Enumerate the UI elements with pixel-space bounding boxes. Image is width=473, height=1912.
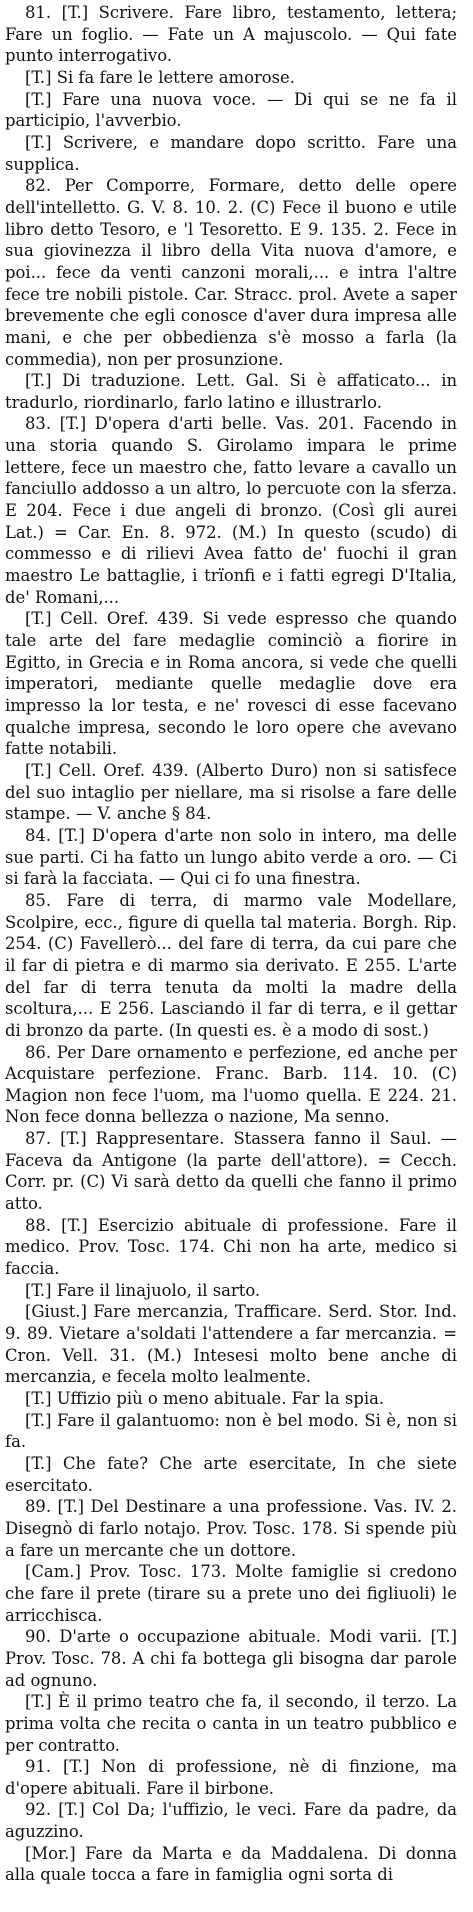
entry-92: 92. [T.] Col Da; l'uffizio, le veci. Fare da padre, da aguzzino.	[5, 1800, 457, 1842]
entry-88: 88. [T.] Esercizio abituale di professione. Fare il medico. Prov. Tosc. 174. Chi non ha arte, medico si faccia.	[5, 1215, 457, 1279]
entry-82-sub-1: [T.] Di traduzione. Lett. Gal. Si è affaticato... in tradurlo, riordinarlo, farlo latino e illustrarlo.	[5, 371, 457, 412]
entry-81: 81. [T.] Scrivere. Fare libro, testamento, lettera; Fare un foglio. — Fate un A majuscolo. — Qui fate punto interrogativo.	[5, 3, 457, 66]
entry-90: 90. D'arte o occupazione abituale. Modi varii. [T.] Prov. Tosc. 78. A chi fa bottega gli bisogna dar parole ad ognuno.	[5, 1627, 457, 1690]
entry-84: 84. [T.] D'opera d'arte non solo in intero, ma delle sue parti. Ci ha fatto un lungo abito verde a oro. — Ci si farà la facciata. — Qui ci fo una finestra.	[5, 825, 457, 889]
entry-88-sub-1: [T.] Fare il linajuolo, il sarto.	[25, 1280, 261, 1300]
entry-88-sub-2: [Giust.] Fare mercanzia, Trafficare. Serd. Stor. Ind. 9. 89. Vietare a'soldati l'attendere a far mercanzia. = Cron. Vell. 31. (M.) Intesesi molto bene anche di mercanzia, e fecela molto lealmente.	[5, 1302, 457, 1387]
entry-88-sub-3: [T.] Uffizio più o meno abituale. Far la spia.	[25, 1389, 385, 1408]
entry-89-sub-1: [Cam.] Prov. Tosc. 173. Molte famiglie si credono che fare il prete (tirare su a prete uno dei figliuoli) le arricchisca.	[5, 1562, 457, 1625]
entry-81-sub-3: [T.] Scrivere, e mandare dopo scritto. Fare una supplica.	[5, 132, 457, 174]
entry-83: 83. [T.] D'opera d'arti belle. Vas. 201. Facendo in una storia quando S. Girolamo impara le prime lettere, fece un maestro che, fatto levare a cavallo un fanciullo addosso a un altro, lo percuote con la sferza. E 204. Fece i due angeli di bronzo. (Così gli aurei Lat.) = Car. En. 8. 972. (M.) In questo (scudo) di commesso e di rilievi Avea fatto de' fuochi il gran maestro Le battaglie, i trïonfi e i fatti egregi D'Italia, de' Romani,...	[5, 414, 457, 607]
entry-91: 91. [T.] Non di professione, nè di finzione, ma d'opere abituali. Fare il birbone.	[5, 1757, 457, 1798]
entry-89: 89. [T.] Del Destinare a una professione. Vas. IV. 2. Disegnò di farlo notajo. Prov. Tosc. 178. Si spende più a fare un mercante che un dottore.	[5, 1497, 457, 1560]
entry-81-sub-1: [T.] Si fa fare le lettere amorose.	[25, 67, 295, 87]
entry-82: 82. Per Comporre, Formare, detto delle opere dell'intelletto. G. V. 8. 10. 2. (C) Fece il buono e utile libro detto Tesoro, e 'l Tesoretto. E 9. 135. 2. Fece in sua giovinezza il libro della Vita nuova d'amore, e poi... fece da venti canzoni morali,... e intra l'altre fece tre nobili pistole. Car. Stracc. prol. Avete a saper brevemente che egli conosce d'aver dura impresa alle mani, e che per obbedienza s'è mosso a farla (la commedia), non per prosunzione.	[5, 176, 457, 369]
entry-88-sub-5: [T.] Che fate? Che arte esercitate, In che siete esercitato.	[5, 1453, 457, 1495]
entry-81-sub-2: [T.] Fare una nuova voce. — Di qui se ne fa il participio, l'avverbio.	[5, 89, 457, 131]
entry-83-sub-1: [T.] Cell. Oref. 439. Si vede espresso che quando tale arte del fare medaglie cominciò a fiorire in Egitto, in Grecia e in Roma ancora, si vede che quelli imperatori, mediante quelle medaglie dove era impresso la lor testa, e ne' rovesci di esse facevano qualche impresa, secondo le loro opere che avevano fatte notabili.	[5, 609, 457, 759]
entry-83-sub-2: [T.] Cell. Oref. 439. (Alberto Duro) non si satisfece del suo intaglio per niellare, ma si risolse a fare delle stampe. — V. anche § 84.	[5, 760, 457, 824]
entry-85: 85. Fare di terra, di marmo vale Modellare, Scolpire, ecc., figure di quella tal materia. Borgh. Rip. 254. (C) Favellerò... del fare di terra, da cui pare che il far di pietra e di marmo sia derivato. E 255. L'arte del far di terra tenuta da molti la madre della scoltura,... E 256. Lasciando il far di terra, e il gettar di bronzo da parte. (In questi es. è a modo di sost.)	[5, 890, 457, 1040]
entry-86: 86. Per Dare ornamento e perfezione, ed anche per Acquistare perfezione. Franc. Barb. 114. 10. (C) Magion non fece l'uom, ma l'uomo quella. E 224. 21. Non fece donna bellezza o nazione, Ma senno.	[5, 1042, 457, 1127]
entry-87: 87. [T.] Rappresentare. Stassera fanno il Saul. — Faceva da Antigone (la parte dell'attore). = Cecch. Corr. pr. (C) Vi sarà detto da quelli che fanno il primo atto.	[5, 1129, 457, 1214]
entry-88-sub-4: [T.] Fare il galantuomo: non è bel modo. Si è, non si fa.	[5, 1410, 457, 1452]
entry-90-sub-1: [T.] È il primo teatro che fa, il secondo, il terzo. La prima volta che recita o canta in un teatro pubblico e per contratto.	[5, 1692, 457, 1755]
entry-92-sub-1: [Mor.] Fare da Marta e da Maddalena. Di donna alla quale tocca a fare in famiglia ogni sorta di	[5, 1843, 457, 1885]
